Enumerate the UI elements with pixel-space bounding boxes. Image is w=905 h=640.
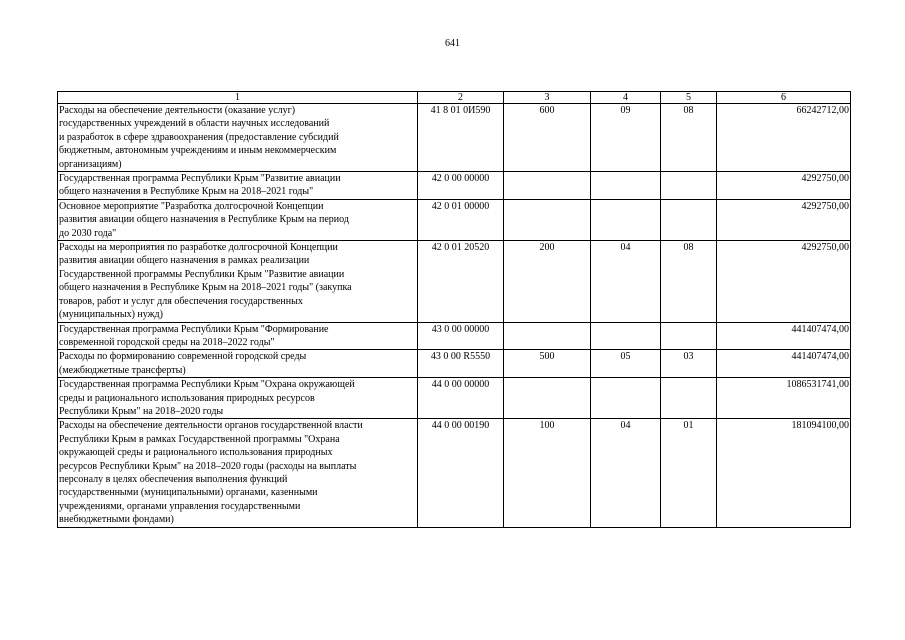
expense-type-cell [504,378,591,419]
item-name-line: окружающей среды и рационального использования природных [59,447,333,459]
amount-cell: 4292750,00 [717,241,851,322]
amount-cell: 4292750,00 [717,172,851,200]
item-name-line: ресурсов Республики Крым" на 2018–2020 годы (расходы на выплаты [59,460,357,472]
item-name-line: государственными (муниципальными) органами, казенными [59,487,318,499]
target-code-cell: 43 0 00 R5550 [418,350,504,378]
header-cell-2: 2 [418,92,504,104]
expense-type-cell [504,199,591,240]
amount-cell: 66242712,00 [717,104,851,172]
table-row [58,241,851,322]
budget-table [57,91,851,528]
item-name-cell [58,104,418,172]
target-code-cell: 44 0 00 00000 [418,378,504,419]
subsection-cell: 08 [661,104,717,172]
section-cell [591,199,661,240]
table-row [58,378,851,419]
item-name-cell [58,350,418,378]
amount-cell: 441407474,00 [717,322,851,350]
item-name-line: Расходы на обеспечение деятельности органов государственной власти [59,420,363,432]
table-row [58,350,851,378]
header-cell-6: 6 [717,92,851,104]
expense-type-cell: 200 [504,241,591,322]
item-name-line: (муниципальных) нужд) [59,309,163,321]
target-code-cell: 42 0 01 20520 [418,241,504,322]
subsection-cell [661,199,717,240]
subsection-cell: 08 [661,241,717,322]
header-row [58,92,851,104]
item-name-line: Расходы по формированию современной городской среды [59,351,307,363]
item-name-line: организациям) [59,158,122,170]
target-code-cell: 42 0 00 00000 [418,172,504,200]
page-number: 641 [445,38,460,49]
item-name-line: среды и рационального использования природных ресурсов [59,392,315,404]
header-cell-4: 4 [591,92,661,104]
section-cell: 05 [591,350,661,378]
subsection-cell [661,322,717,350]
item-name-line: Республики Крым" на 2018–2020 годы [59,405,224,417]
header-cell-5: 5 [661,92,717,104]
amount-cell: 1086531741,00 [717,378,851,419]
section-cell [591,322,661,350]
item-name-cell [58,322,418,350]
item-name-line: Расходы на обеспечение деятельности (оказание услуг) [59,105,296,116]
item-name-line: до 2030 года" [59,227,117,239]
item-name-line: Основное мероприятие "Разработка долгосрочной Концепции [59,200,324,212]
item-name-cell [58,378,418,419]
item-name-line: Расходы на мероприятия по разработке долгосрочной Концепции [59,242,338,254]
item-name-line: и разработок в сфере здравоохранения (предоставление субсидий [59,131,339,143]
section-cell: 09 [591,104,661,172]
expense-type-cell [504,172,591,200]
section-cell [591,378,661,419]
item-name-line: общего назначения в Республике Крым на 2018–2021 годы" (закупка [59,282,352,294]
item-name-line: Государственная программа Республики Крым "Охрана окружающей [59,379,355,391]
section-cell: 04 [591,419,661,527]
item-name-line: развития авиации общего назначения в рамках реализации [59,255,310,267]
item-name-cell [58,419,418,527]
expense-type-cell: 600 [504,104,591,172]
subsection-cell [661,172,717,200]
item-name-line: общего назначения в Республике Крым на 2018–2021 годы" [59,186,314,198]
item-name-cell [58,199,418,240]
expense-type-cell: 500 [504,350,591,378]
item-name-line: Государственная программа Республики Крым "Формирование [59,323,329,335]
amount-cell: 4292750,00 [717,199,851,240]
target-code-cell: 41 8 01 0И590 [418,104,504,172]
section-cell: 04 [591,241,661,322]
item-name-line: развития авиации общего назначения в Республике Крым на период [59,214,349,226]
subsection-cell: 01 [661,419,717,527]
item-name-line: Государственной программы Республики Крым "Развитие авиации [59,268,345,280]
amount-cell: 181094100,00 [717,419,851,527]
section-cell [591,172,661,200]
table-row [58,419,851,527]
item-name-line: Республики Крым в рамках Государственной программы "Охрана [59,433,340,445]
item-name-line: учреждениями, органами управления государственными [59,500,301,512]
item-name-cell [58,172,418,200]
subsection-cell: 03 [661,350,717,378]
subsection-cell [661,378,717,419]
item-name-line: Государственная программа Республики Крым "Развитие авиации [59,173,341,185]
table-row [58,199,851,240]
expense-type-cell: 100 [504,419,591,527]
item-name-line: (межбюджетные трансферты) [59,364,186,376]
item-name-line: государственных учреждений в области научных исследований [59,118,330,130]
item-name-line: внебюджетными фондами) [59,514,174,526]
item-name-line: персоналу в целях обеспечения выполнения функций [59,473,288,485]
table-row [58,104,851,172]
item-name-line: товаров, работ и услуг для обеспечения государственных [59,295,303,307]
item-name-line: современной городской среды на 2018–2022 годы" [59,336,275,348]
item-name-line: бюджетным, автономным учреждениям и иным некоммерческим [59,145,337,157]
table-row [58,322,851,350]
header-cell-1: 1 [58,92,418,104]
table-row [58,172,851,200]
target-code-cell: 43 0 00 00000 [418,322,504,350]
item-name-cell [58,241,418,322]
target-code-cell: 42 0 01 00000 [418,199,504,240]
amount-cell: 441407474,00 [717,350,851,378]
header-cell-3: 3 [504,92,591,104]
target-code-cell: 44 0 00 00190 [418,419,504,527]
expense-type-cell [504,322,591,350]
